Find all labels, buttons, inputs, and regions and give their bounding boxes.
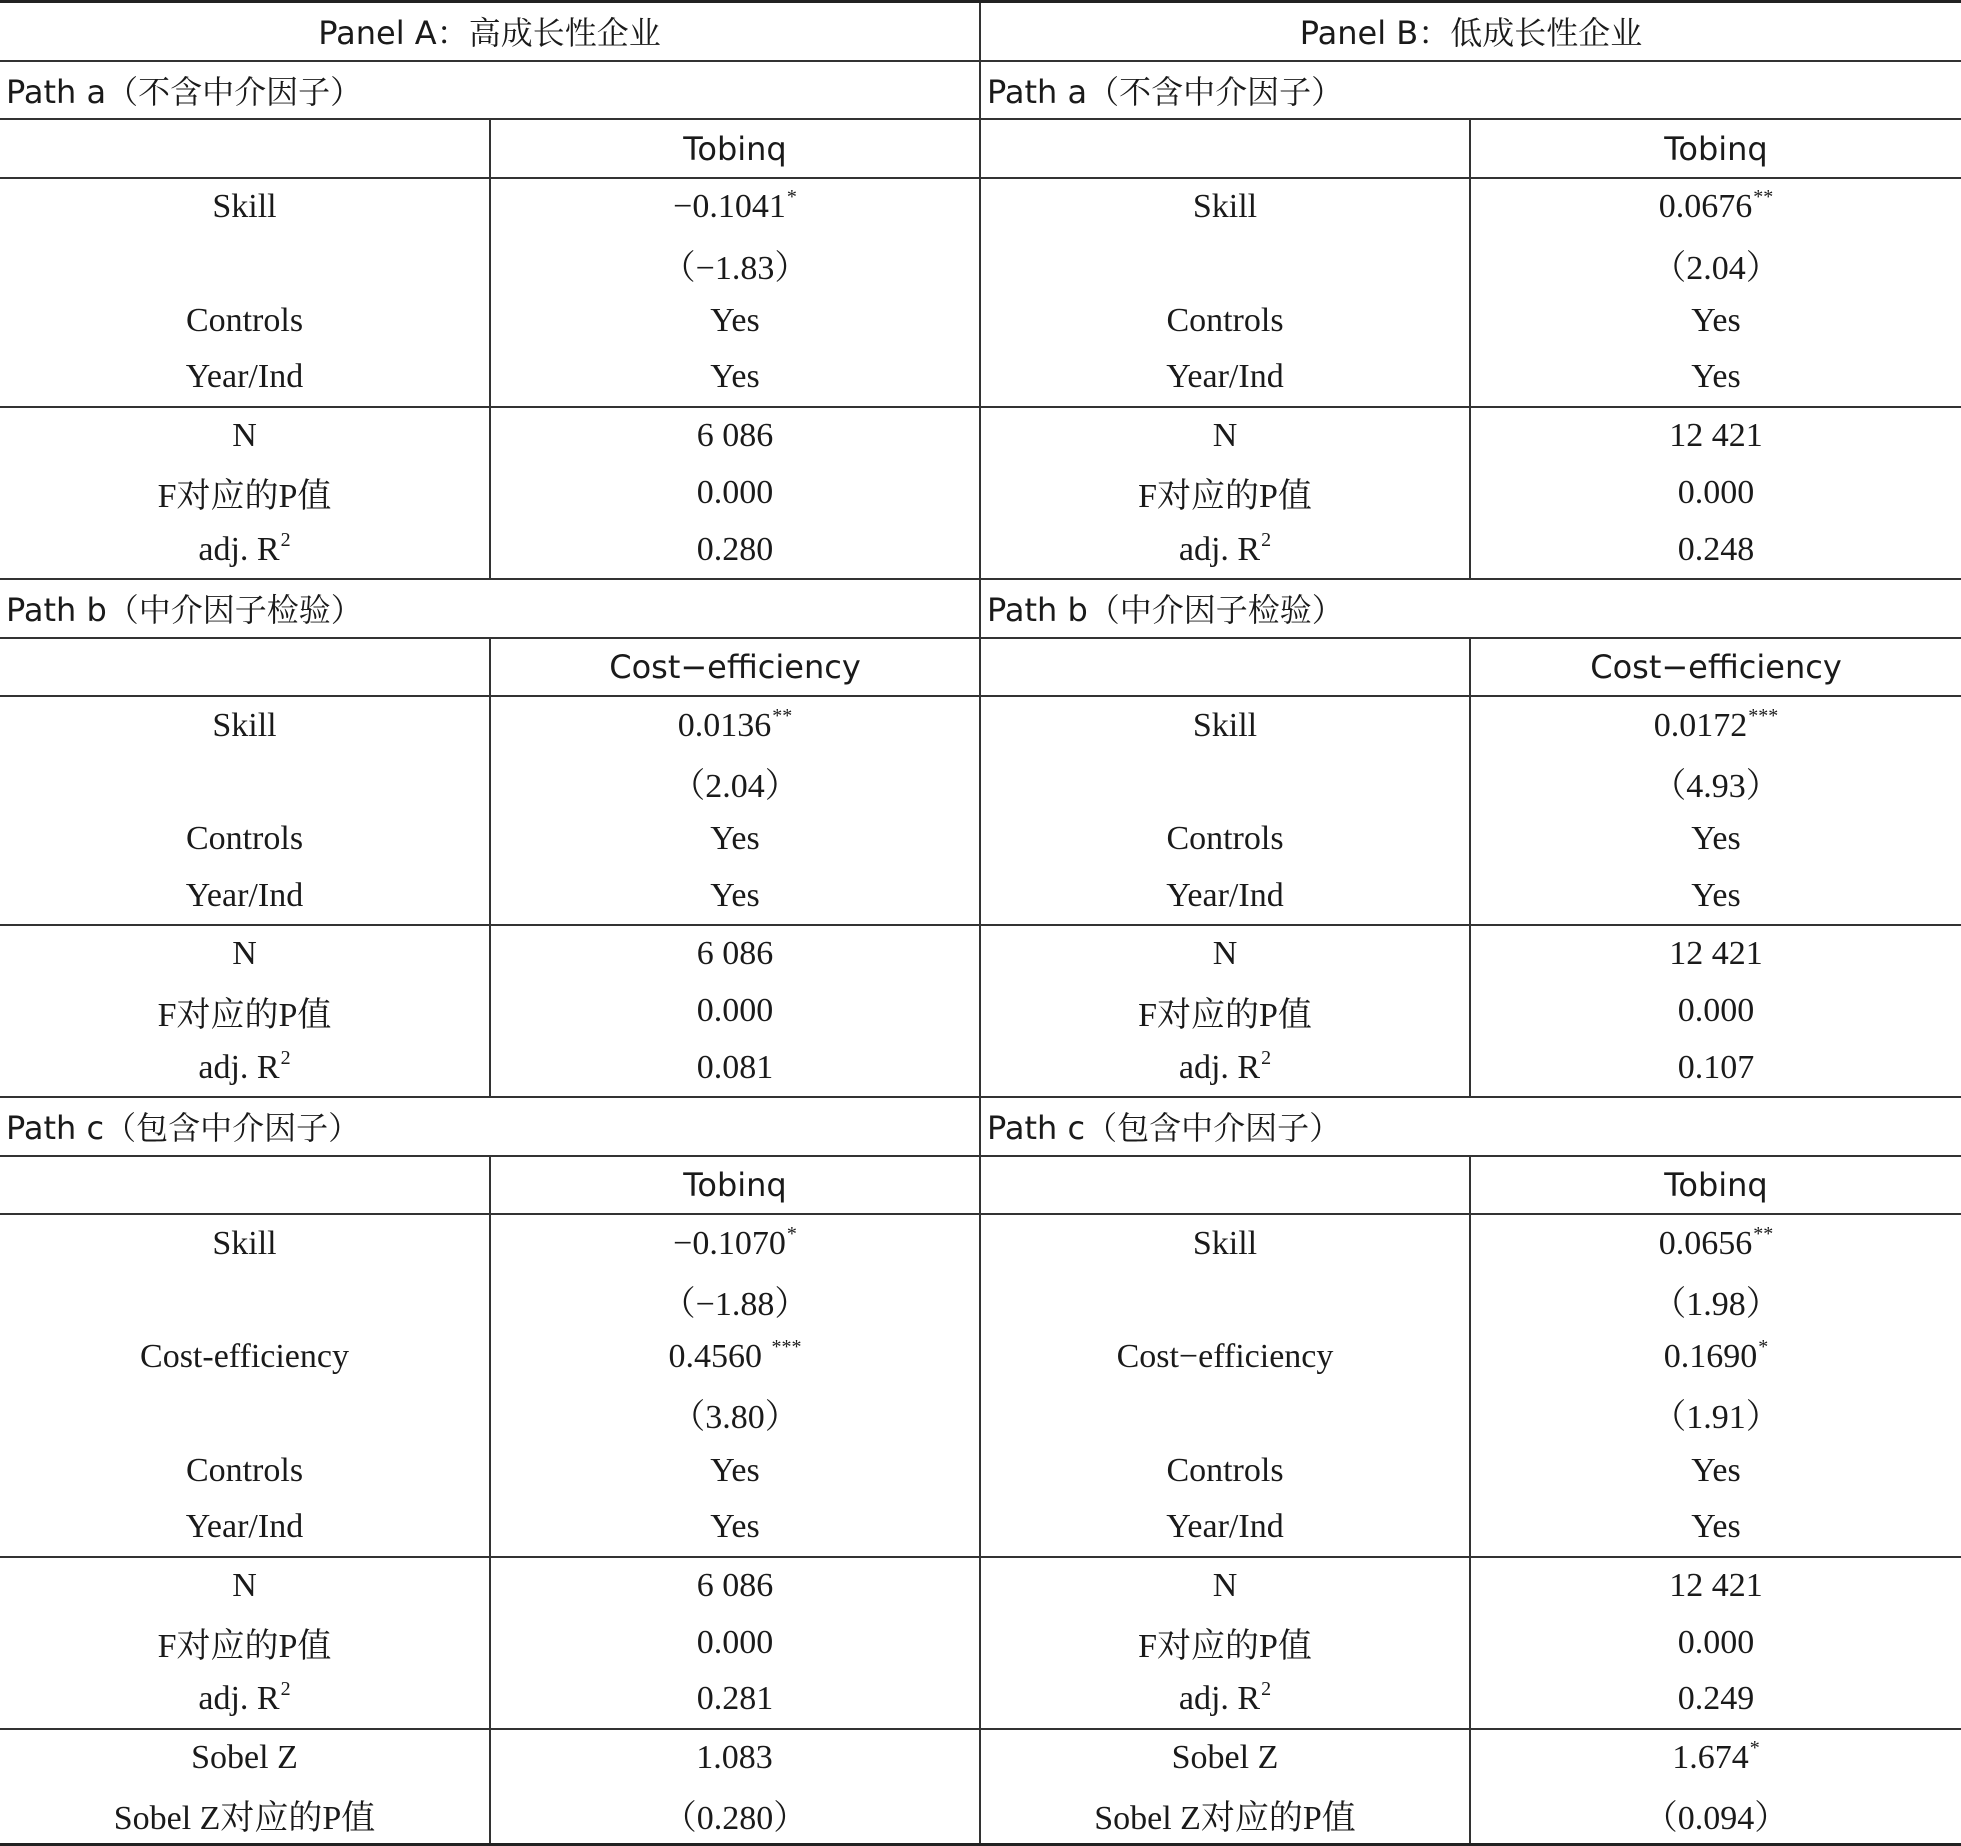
- sobel-p-row: [0, 1786, 1961, 1844]
- row-label: [980, 1039, 1470, 1097]
- cell-value: 12 421: [1470, 1557, 1961, 1615]
- table-row: [0, 1614, 1961, 1671]
- row-label: Year/Ind: [0, 1499, 490, 1557]
- significance-stars: **: [772, 704, 793, 727]
- table-row: [0, 236, 1961, 293]
- coef-value: −0.1070: [673, 1224, 786, 1262]
- t-stat: （2.04）: [490, 754, 980, 811]
- row-label: Sobel Z: [191, 1738, 298, 1776]
- panel-b-path-c-dependent: Tobinq: [1470, 1156, 1961, 1215]
- row-label: N: [980, 407, 1470, 465]
- row-label: [0, 1671, 490, 1729]
- panel-a-path-b-header: Path b（中介因子检验）: [0, 579, 980, 638]
- coef-cell: [490, 1214, 980, 1272]
- row-label: Controls: [185, 301, 304, 339]
- row-label: F对应的P值: [157, 478, 332, 516]
- r2-label: adj. R: [1178, 1680, 1261, 1718]
- cell-value: 0.280: [490, 521, 980, 579]
- row-label: Controls: [185, 819, 304, 857]
- panel-b-path-c-header: Path c（包含中介因子）: [980, 1097, 1961, 1156]
- cell-value: 12 421: [1470, 407, 1961, 465]
- empty-cell: [0, 236, 490, 293]
- path-b-dependent-row: [0, 638, 1961, 697]
- table-row: [0, 292, 1961, 349]
- table-row: [0, 407, 1961, 465]
- t-stat: （−1.83）: [490, 236, 980, 293]
- table-row: [0, 1386, 1961, 1443]
- panel-title-row: [0, 2, 1961, 61]
- table-row: [0, 867, 1961, 925]
- row-label: Controls: [980, 292, 1470, 349]
- table-row: [0, 1214, 1961, 1272]
- panel-b-path-b-dependent: Cost−efficiency: [1470, 638, 1961, 697]
- cell-value: 0.000: [490, 1614, 980, 1671]
- table-row: [0, 925, 1961, 983]
- coef-value: 0.0656: [1658, 1224, 1753, 1262]
- empty-cell: [0, 1272, 490, 1329]
- row-label: Sobel Z对应的P值: [0, 1786, 490, 1844]
- row-label: Controls: [185, 1451, 304, 1489]
- row-label: Skill: [212, 188, 277, 226]
- row-label: [980, 1671, 1470, 1729]
- empty-cell: [980, 1386, 1470, 1443]
- row-label: F对应的P值: [980, 465, 1470, 522]
- coef-cell: [490, 696, 980, 754]
- row-label: Year/Ind: [0, 349, 490, 407]
- row-label: Skill: [980, 178, 1470, 236]
- r2-superscript: 2: [280, 528, 291, 551]
- empty-cell: [0, 119, 490, 178]
- empty-cell: [980, 1272, 1470, 1329]
- path-a-dependent-row: [0, 119, 1961, 178]
- empty-cell: [980, 754, 1470, 811]
- coef-value: 0.4560: [668, 1338, 771, 1376]
- significance-stars: ***: [771, 1336, 802, 1359]
- path-c-dependent-row: [0, 1156, 1961, 1215]
- cell-value: Yes: [1470, 1442, 1961, 1499]
- table-row: [0, 754, 1961, 811]
- empty-cell: [980, 1156, 1470, 1215]
- cell-value: Yes: [490, 292, 980, 349]
- panel-a-path-c-header: Path c（包含中介因子）: [0, 1097, 980, 1156]
- panel-b-path-b-header: Path b（中介因子检验）: [980, 579, 1961, 638]
- coef-cell: [490, 1329, 980, 1386]
- table-row: [0, 811, 1961, 868]
- t-stat: （1.98）: [1470, 1272, 1961, 1329]
- coef-cell: [490, 1729, 980, 1787]
- significance-stars: *: [1749, 1736, 1760, 1759]
- cell-value: Yes: [490, 811, 980, 868]
- cell-value: Yes: [1470, 349, 1961, 407]
- table-row: [0, 465, 1961, 522]
- row-label: Year/Ind: [980, 867, 1470, 925]
- significance-stars: *: [786, 186, 797, 209]
- row-label: Cost-efficiency: [140, 1338, 349, 1376]
- cell-value: 0.000: [490, 983, 980, 1040]
- coef-value: 0.0172: [1653, 706, 1748, 744]
- table-row: [0, 1671, 1961, 1729]
- coef-cell: [1470, 696, 1961, 754]
- cell-value: Yes: [1470, 1499, 1961, 1557]
- table-row: [0, 1039, 1961, 1097]
- cell-value: Yes: [1470, 292, 1961, 349]
- coef-value: 0.0676: [1658, 188, 1753, 226]
- cell-value: Yes: [490, 1499, 980, 1557]
- empty-cell: [980, 119, 1470, 178]
- row-label: Year/Ind: [980, 1499, 1470, 1557]
- coef-cell: [1470, 1214, 1961, 1272]
- coef-value: −0.1041: [673, 188, 786, 226]
- significance-stars: **: [1753, 186, 1774, 209]
- sobel-value: 1.674: [1672, 1738, 1749, 1776]
- r2-superscript: 2: [280, 1678, 291, 1701]
- cell-value: （0.280）: [490, 1786, 980, 1844]
- coef-cell: [1470, 178, 1961, 236]
- significance-stars: ***: [1748, 704, 1779, 727]
- cell-value: 0.000: [1470, 465, 1961, 522]
- row-label: N: [232, 935, 257, 973]
- cell-value: 0.000: [1470, 1614, 1961, 1671]
- cell-value: Yes: [1470, 867, 1961, 925]
- cell-value: 0.000: [1470, 983, 1961, 1040]
- r2-label: adj. R: [1178, 1048, 1261, 1086]
- row-label: [0, 521, 490, 579]
- cell-value: 6 086: [490, 1557, 980, 1615]
- empty-cell: [0, 1386, 490, 1443]
- empty-cell: [0, 754, 490, 811]
- table-row: [0, 1557, 1961, 1615]
- t-stat: （3.80）: [490, 1386, 980, 1443]
- t-stat: （1.91）: [1470, 1386, 1961, 1443]
- row-label: Year/Ind: [980, 349, 1470, 407]
- row-label: Cost−efficiency: [980, 1329, 1470, 1386]
- r2-superscript: 2: [1261, 1046, 1272, 1069]
- cell-value: Yes: [490, 867, 980, 925]
- cell-value: Yes: [1470, 811, 1961, 868]
- panel-a-title: Panel A：高成长性企业: [0, 2, 980, 61]
- path-c-header-row: [0, 1097, 1961, 1156]
- cell-value: 0.081: [490, 1039, 980, 1097]
- cell-value: 0.249: [1470, 1671, 1961, 1729]
- row-label: Skill: [980, 1214, 1470, 1272]
- coef-value: 0.0136: [677, 706, 772, 744]
- row-label: N: [232, 417, 257, 455]
- row-label: F对应的P值: [157, 1628, 332, 1666]
- table-row: [0, 1272, 1961, 1329]
- empty-cell: [980, 638, 1470, 697]
- cell-value: 0.107: [1470, 1039, 1961, 1097]
- row-label: N: [232, 1566, 257, 1604]
- cell-value: 12 421: [1470, 925, 1961, 983]
- row-label: [0, 1039, 490, 1097]
- cell-value: 6 086: [490, 925, 980, 983]
- t-stat: （2.04）: [1470, 236, 1961, 293]
- panel-a-path-a-dependent: Tobinq: [490, 119, 980, 178]
- row-label: Skill: [212, 706, 277, 744]
- sobel-value: 1.083: [696, 1738, 773, 1776]
- coef-cell: [1470, 1729, 1961, 1787]
- cell-value: 6 086: [490, 407, 980, 465]
- table-row: [0, 521, 1961, 579]
- row-label: F对应的P值: [980, 1614, 1470, 1671]
- empty-cell: [0, 638, 490, 697]
- coef-value: 0.1690: [1663, 1338, 1758, 1376]
- t-stat: （4.93）: [1470, 754, 1961, 811]
- row-label: Year/Ind: [0, 867, 490, 925]
- cell-value: 0.000: [490, 465, 980, 522]
- row-label: N: [980, 1557, 1470, 1615]
- r2-superscript: 2: [1261, 1678, 1272, 1701]
- cell-value: （0.094）: [1470, 1786, 1961, 1844]
- t-stat: （−1.88）: [490, 1272, 980, 1329]
- table-row: [0, 1442, 1961, 1499]
- empty-cell: [0, 1156, 490, 1215]
- panel-b-path-a-header: Path a（不含中介因子）: [980, 61, 1961, 120]
- row-label: Sobel Z对应的P值: [980, 1786, 1470, 1844]
- row-label: N: [980, 925, 1470, 983]
- r2-label: adj. R: [198, 1680, 280, 1718]
- panel-a-path-c-dependent: Tobinq: [490, 1156, 980, 1215]
- row-label: F对应的P值: [980, 983, 1470, 1040]
- row-label: [980, 521, 1470, 579]
- table-row: [0, 1499, 1961, 1557]
- row-label: Controls: [980, 1442, 1470, 1499]
- path-a-header-row: [0, 61, 1961, 120]
- row-label: Controls: [980, 811, 1470, 868]
- cell-value: Yes: [490, 1442, 980, 1499]
- table-row: [0, 1329, 1961, 1386]
- coef-cell: [490, 178, 980, 236]
- row-label: Skill: [212, 1224, 277, 1262]
- r2-label: adj. R: [198, 1048, 280, 1086]
- row-label: Sobel Z: [980, 1729, 1470, 1787]
- row-label: Skill: [980, 696, 1470, 754]
- empty-cell: [980, 236, 1470, 293]
- panel-a-path-a-header: Path a（不含中介因子）: [0, 61, 980, 120]
- cell-value: Yes: [490, 349, 980, 407]
- significance-stars: **: [1753, 1222, 1774, 1245]
- panel-a-path-b-dependent: Cost−efficiency: [490, 638, 980, 697]
- significance-stars: *: [786, 1222, 797, 1245]
- r2-superscript: 2: [1261, 528, 1272, 551]
- table-row: [0, 349, 1961, 407]
- r2-superscript: 2: [280, 1046, 291, 1069]
- sobel-row: [0, 1729, 1961, 1787]
- coef-cell: [1470, 1329, 1961, 1386]
- panel-b-path-a-dependent: Tobinq: [1470, 119, 1961, 178]
- panel-b-title: Panel B：低成长性企业: [980, 2, 1961, 61]
- r2-label: adj. R: [1178, 530, 1261, 568]
- cell-value: 0.248: [1470, 521, 1961, 579]
- cell-value: 0.281: [490, 1671, 980, 1729]
- table-row: [0, 178, 1961, 236]
- table-row: [0, 696, 1961, 754]
- significance-stars: *: [1758, 1336, 1769, 1359]
- table-row: [0, 983, 1961, 1040]
- r2-label: adj. R: [198, 530, 280, 568]
- row-label: F对应的P值: [157, 996, 332, 1034]
- path-b-header-row: [0, 579, 1961, 638]
